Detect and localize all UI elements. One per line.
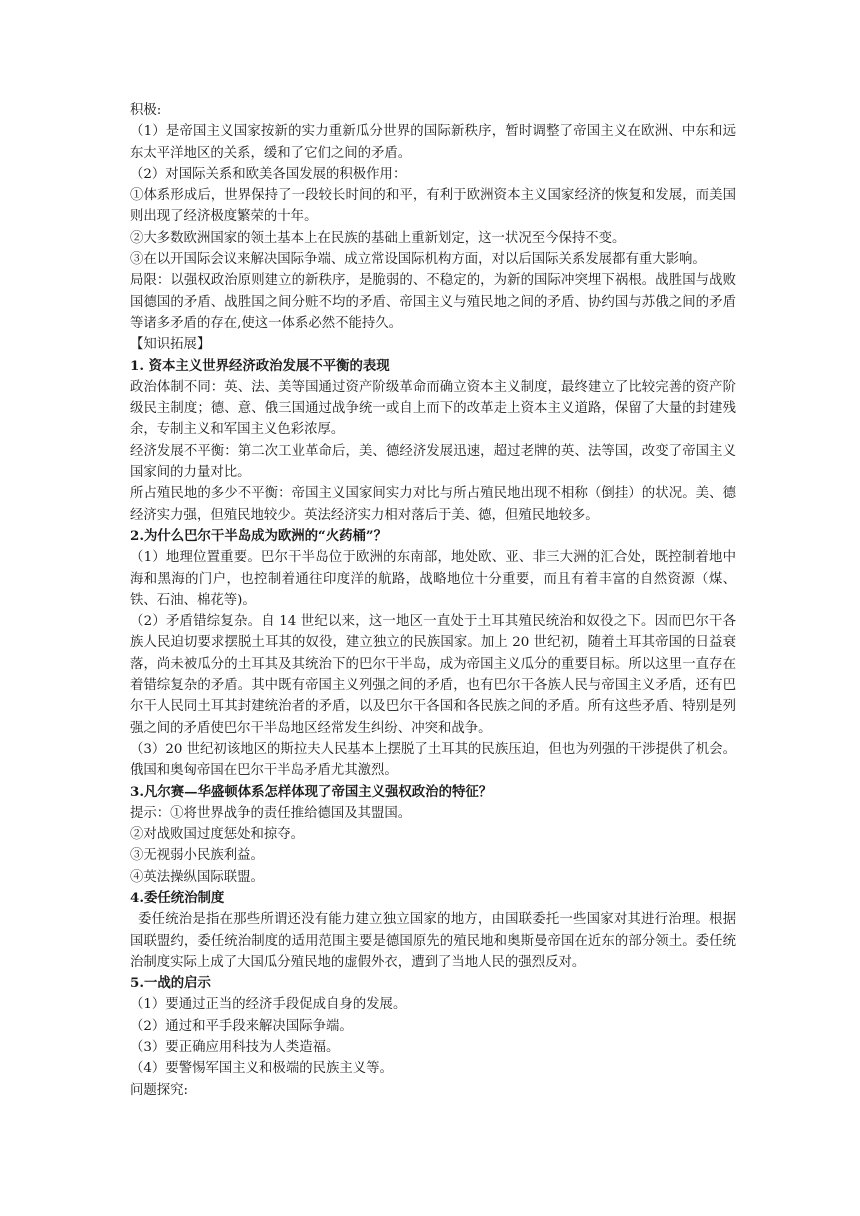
section-heading: 4.委任统治制度 <box>130 889 225 906</box>
paragraph: 问题探究: <box>130 1082 189 1098</box>
paragraph: （1）要通过正当的经济手段促成自身的发展。 <box>130 997 407 1013</box>
paragraph: 委任统治是指在那些所谓还没有能力建立独立国家的地方，由国联委托一些国家对其进行治理。根据国联盟约，委任统治制度的适用范围主要是德国原先的殖民地和奥斯曼帝国在近东的部分领土。委任统治制度实际上成了大国瓜分殖民地的虚假外衣，遭到了当地人民的强烈反对。 <box>130 912 736 970</box>
paragraph: 提示：①将世界战争的责任推给德国及其盟国。 <box>130 805 412 821</box>
paragraph: ①体系形成后，世界保持了一段较长时间的和平，有利于欧洲资本主义国家经济的恢复和发展，而美国则出现了经济极度繁荣的十年。 <box>130 188 736 225</box>
paragraph: ②对战败国过度惩处和掠夺。 <box>130 827 305 843</box>
paragraph: 积极: <box>130 103 162 118</box>
section-heading: 2.为什么巴尔干半岛成为欧洲的“火药桶”？ <box>130 527 388 544</box>
paragraph: （2）对国际关系和欧美各国发展的积极作用： <box>130 166 407 182</box>
section-heading: 【知识拓展】 <box>130 337 211 353</box>
section-heading: 5.一战的启示 <box>130 975 211 992</box>
section-heading: 3.凡尔赛—华盛顿体系怎样体现了帝国主义强权政治的特征？ <box>130 783 493 800</box>
paragraph: 经济发展不平衡：第二次工业革命后，美、德经济发展迅速，超过老牌的英、法等国，改变了帝国主义国家间的力量对比。 <box>130 443 736 481</box>
paragraph: （2）通过和平手段来解决国际争端。 <box>130 1018 353 1034</box>
paragraph: 局限：以强权政治原则建立的新秩序，是脆弱的、不稳定的，为新的国际冲突埋下祸根。战胜国与战败国德国的矛盾、战胜国之间分赃不均的矛盾、帝国主义与殖民地之间的矛盾、协约国与苏俄之间的矛盾等诸多矛盾的存在,使这一体系必然不能持久。 <box>130 273 736 331</box>
paragraph: （1）是帝国主义国家按新的实力重新瓜分世界的国际新秩序，暂时调整了帝国主义在欧洲、中东和远东太平洋地区的关系，缓和了它们之间的矛盾。 <box>130 124 736 161</box>
paragraph: 政治体制不同：英、法、美等国通过资产阶级革命而确立资本主义制度，最终建立了比较完善的资产阶级民主制度；德、意、俄三国通过战争统一或自上而下的改革走上资本主义道路，保留了大量的封建残余，专制主义和军国主义色彩浓厚。 <box>130 379 736 438</box>
paragraph: （4）要警惕军国主义和极端的民族主义等。 <box>130 1061 393 1077</box>
document-page <box>130 100 736 1101</box>
section-heading: 1. 资本主义世界经济政治发展不平衡的表现 <box>130 357 390 374</box>
paragraph: ②大多数欧洲国家的领土基本上在民族的基础上重新划定，这一状况至今保持不变。 <box>130 230 626 246</box>
paragraph: 所占殖民地的多少不平衡：帝国主义国家间实力对比与所占殖民地出现不相称（倒挂）的状况。美、德经济实力强，但殖民地较少。英法经济实力相对落后于美、德，但殖民地较多。 <box>130 486 736 523</box>
paragraph: （3）要正确应用科技为人类造福。 <box>130 1040 340 1056</box>
paragraph: （3）20 世纪初该地区的斯拉夫人民基本上摆脱了土耳其的民族压迫，但也为列强的干涉提供了机会。俄国和奥匈帝国在巴尔干半岛矛盾尤其激烈。 <box>130 741 736 779</box>
paragraph: ④英法操纵国际联盟。 <box>130 869 264 885</box>
paragraph: ③无视弱小民族利益。 <box>130 848 264 864</box>
paragraph: （2）矛盾错综复杂。自 14 世纪以来，这一地区一直处于土耳其殖民统治和奴役之下。因而巴尔干各族人民迫切要求摆脱土耳其的奴役，建立独立的民族国家。加上 20 世纪初，随着土耳其帝国的日益衰落，尚未被瓜分的土耳其及其统治下的巴尔干半岛，成为帝国主义瓜分的重要目标。所以这里一直存在着错综复杂的矛盾。其中既有帝国主义列强之间的矛盾，也有巴尔干各族人民与帝国主义矛盾，还有巴尔干人民同土耳其封建统治者的矛盾，以及巴尔干各国和各民族之间的矛盾。所有这些矛盾、特别是列强之间的矛盾使巴尔干半岛地区经常发生纠纷、冲突和战争。 <box>130 614 736 736</box>
paragraph: （1）地理位置重要。巴尔干半岛位于欧洲的东南部，地处欧、亚、非三大洲的汇合处，既控制着地中海和黑海的门户，也控制着通往印度洋的航路，战略地位十分重要，而且有着丰富的自然资源（煤、铁、石油、棉花等)。 <box>130 550 736 608</box>
paragraph: ③在以开国际会议来解决国际争端、成立常设国际机构方面，对以后国际关系发展都有重大影响。 <box>130 252 706 268</box>
